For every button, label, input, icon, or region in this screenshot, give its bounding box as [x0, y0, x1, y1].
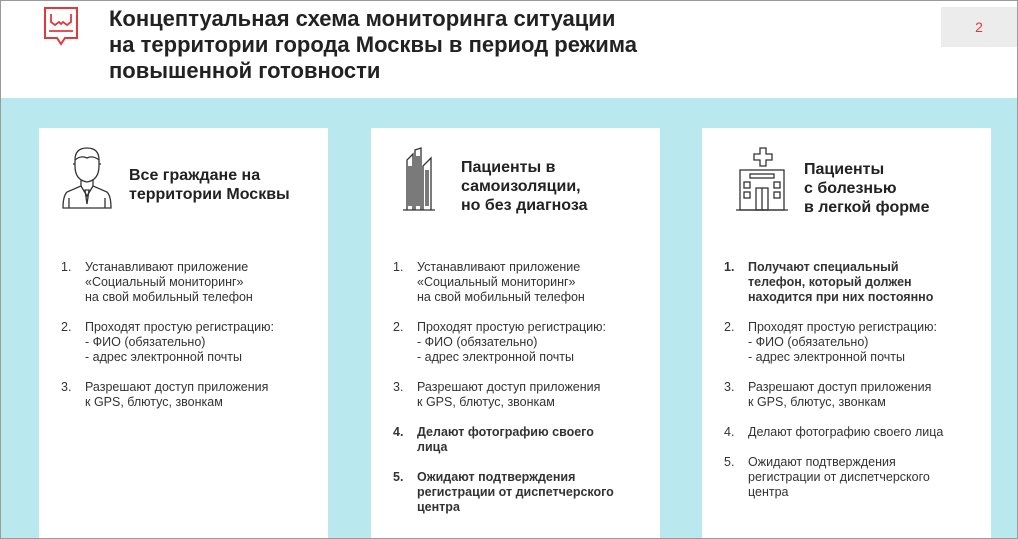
list-item	[393, 320, 653, 365]
item-text: Получают специальный	[748, 260, 899, 274]
card-title-line: территории Москвы	[129, 186, 290, 203]
page-title	[109, 6, 909, 84]
item-text: к GPS, блютус, звонкам	[417, 395, 555, 409]
item-text: лица	[417, 440, 448, 454]
item-text: «Социальный мониторинг»	[85, 275, 244, 289]
slide-header	[1, 1, 1017, 98]
item-text: Проходят простую регистрацию:	[748, 320, 937, 334]
item-text: регистрации от диспетчерского	[417, 485, 614, 499]
item-text: - адрес электронной почты	[748, 350, 905, 364]
item-text: Проходят простую регистрацию:	[417, 320, 606, 334]
item-text: - ФИО (обязательно)	[85, 335, 206, 349]
item-text: Разрешают доступ приложения	[85, 380, 269, 394]
list-item	[393, 260, 653, 305]
item-text: регистрации от диспетчерского	[748, 470, 930, 484]
card-all-citizens	[39, 128, 328, 538]
title-line: Концептуальная схема мониторинга ситуации	[109, 6, 616, 31]
list-item	[393, 380, 653, 410]
card-title	[461, 158, 587, 215]
item-text: к GPS, блютус, звонкам	[85, 395, 223, 409]
list-item	[393, 470, 653, 515]
item-number: 2.	[393, 320, 404, 334]
card-title-line: Пациенты	[804, 161, 885, 178]
list-item	[61, 260, 321, 305]
list-item	[724, 320, 984, 365]
page-number: 2	[941, 7, 1017, 47]
item-text: Ожидают подтверждения	[748, 455, 896, 469]
card-title	[804, 160, 930, 217]
card-title-line: самоизоляции,	[461, 178, 581, 195]
item-text: - адрес электронной почты	[85, 350, 242, 364]
list-item	[724, 455, 984, 500]
card-mild-illness	[702, 128, 991, 538]
item-text: Ожидают подтверждения	[417, 470, 576, 484]
item-number: 3.	[61, 380, 72, 394]
card-title-line: с болезнью	[804, 180, 897, 197]
item-text: «Социальный мониторинг»	[417, 275, 576, 289]
item-number: 3.	[724, 380, 735, 394]
item-text: центра	[748, 485, 789, 499]
title-line: повышенной готовности	[109, 58, 381, 83]
list-item	[61, 320, 321, 365]
steps-list	[724, 260, 984, 515]
card-title-line: но без диагноза	[461, 197, 588, 214]
item-number: 1.	[724, 260, 735, 274]
item-text: к GPS, блютус, звонкам	[748, 395, 886, 409]
citizen-icon	[59, 146, 115, 212]
steps-list	[393, 260, 653, 530]
item-text: - ФИО (обязательно)	[417, 335, 538, 349]
item-text: на свой мобильный телефон	[85, 290, 253, 304]
item-text: Устанавливают приложение	[417, 260, 581, 274]
item-text: находится при них постоянно	[748, 290, 934, 304]
card-title-line: в легкой форме	[804, 199, 930, 216]
hospital-icon	[734, 146, 790, 212]
list-item	[724, 260, 984, 305]
list-item	[393, 425, 653, 455]
list-item	[724, 425, 984, 440]
card-title-line: Пациенты в	[461, 159, 556, 176]
city-buildings-icon	[391, 146, 447, 212]
item-text: Устанавливают приложение	[85, 260, 249, 274]
item-text: телефон, который должен	[748, 275, 912, 289]
item-text: - адрес электронной почты	[417, 350, 574, 364]
title-line: на территории города Москвы в период режима	[109, 32, 637, 57]
item-text: Проходят простую регистрацию:	[85, 320, 274, 334]
item-number: 5.	[393, 470, 404, 484]
item-text: Разрешают доступ приложения	[748, 380, 932, 394]
card-title-line: Все граждане на	[129, 167, 261, 184]
item-number: 4.	[724, 425, 735, 439]
item-number: 5.	[724, 455, 735, 469]
item-number: 3.	[393, 380, 404, 394]
item-text: центра	[417, 500, 460, 514]
item-text: Разрешают доступ приложения	[417, 380, 601, 394]
item-number: 4.	[393, 425, 404, 439]
steps-list	[61, 260, 321, 425]
item-number: 2.	[724, 320, 735, 334]
item-number: 1.	[393, 260, 404, 274]
card-self-isolation	[371, 128, 660, 538]
list-item	[724, 380, 984, 410]
item-number: 1.	[61, 260, 72, 274]
item-text: - ФИО (обязательно)	[748, 335, 869, 349]
item-text: Делают фотографию своего лица	[748, 425, 944, 439]
list-item	[61, 380, 321, 410]
moscow-logo-icon	[43, 6, 79, 48]
item-text: на свой мобильный телефон	[417, 290, 585, 304]
item-text: Делают фотографию своего	[417, 425, 594, 439]
item-number: 2.	[61, 320, 72, 334]
card-title	[129, 166, 290, 204]
